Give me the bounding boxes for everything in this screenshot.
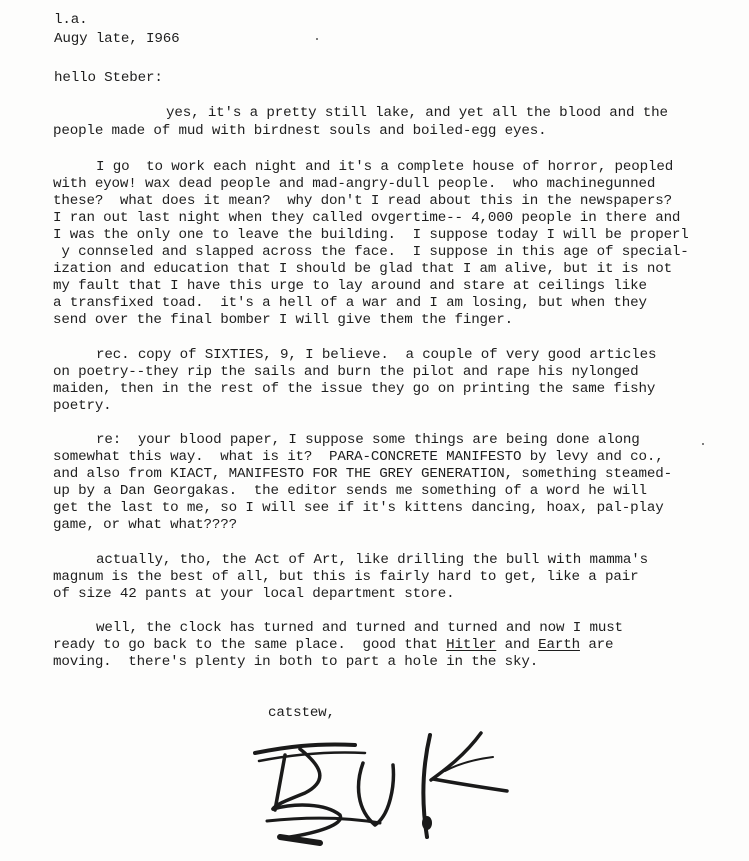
paragraph-6-text: ready to go back to the same place. good that: [53, 637, 447, 653]
paragraph-1-line: people made of mud with birdnest souls and boiled-egg eyes.: [53, 123, 547, 139]
paragraph-2-line: y connseled and slapped across the face. I suppose in this age of special-: [53, 244, 689, 260]
paragraph-3-line: rec. copy of SIXTIES, 9, I believe. a couple of very good articles: [96, 347, 657, 363]
paper-speck: [316, 38, 318, 40]
salutation: hello Steber:: [54, 70, 163, 86]
paragraph-3-line: on poetry--they rip the sails and burn the pilot and rape his nylonged: [53, 364, 639, 380]
paragraph-2-line: my fault that I have this urge to lay around and stare at ceilings like: [53, 278, 647, 294]
paragraph-5-line: of size 42 pants at your local department store.: [53, 586, 455, 602]
paragraph-2-line: I was the only one to leave the building. I suppose today I will be properl: [53, 227, 689, 243]
paragraph-6-line: moving. there's plenty in both to part a hole in the sky.: [53, 654, 539, 670]
paragraph-2-line: with eyow! wax dead people and mad-angry-dull people. who machinegunned: [53, 176, 656, 192]
paragraph-3-line: poetry.: [53, 398, 112, 414]
paragraph-2-line: I go to work each night and it's a complete house of horror, peopled: [96, 159, 674, 175]
hitler-underlined: Hitler: [446, 637, 497, 653]
paragraph-3-line: maiden, then in the rest of the issue they go on printing the same fishy: [53, 381, 656, 397]
paragraph-6-line: [53, 638, 613, 652]
earth-underlined: Earth: [538, 637, 580, 653]
paragraph-6-text: are: [579, 637, 614, 653]
paragraph-2-line: ization and education that I should be glad that I am alive, but it is not: [53, 261, 672, 277]
paragraph-4-line: game, or what what????: [53, 517, 238, 533]
closing: catstew,: [268, 705, 335, 721]
date-line: Augy late, I966: [54, 31, 180, 47]
paragraph-4-line: up by a Dan Georgakas. the editor sends me something of a word he will: [53, 483, 647, 499]
paragraph-2-line: I ran out last night when they called ovgertime-- 4,000 people in there and: [53, 210, 681, 226]
paragraph-4-line: and also from KIACT, MANIFESTO FOR THE GREY GENERATION, something steamed-: [53, 466, 672, 482]
paragraph-4-line: re: your blood paper, I suppose some things are being done along: [96, 432, 640, 448]
paragraph-2-line: send over the final bomber I will give them the finger.: [53, 312, 514, 328]
paragraph-4-line: somewhat this way. what is it? PARA-CONCRETE MANIFESTO by levy and co.,: [53, 449, 664, 465]
paragraph-2-line: a transfixed toad. it's a hell of a war and I am losing, but when they: [53, 295, 647, 311]
paragraph-2-line: these? what does it mean? why don't I read about this in the newspapers?: [53, 193, 672, 209]
paragraph-6-text: and: [496, 637, 539, 653]
place-line: l.a.: [54, 12, 88, 28]
paragraph-5-line: magnum is the best of all, but this is fairly hard to get, like a pair: [53, 569, 639, 585]
paper-speck: [702, 443, 704, 445]
paragraph-1-line: yes, it's a pretty still lake, and yet all the blood and the: [166, 105, 668, 121]
paragraph-5-line: actually, tho, the Act of Art, like drilling the bull with mamma's: [96, 552, 649, 568]
signature-buk: [245, 725, 510, 850]
paragraph-4-line: get the last to me, so I will see if it's kittens dancing, hoax, pal-play: [53, 500, 664, 516]
paragraph-6-line: well, the clock has turned and turned and turned and now I must: [96, 620, 623, 636]
